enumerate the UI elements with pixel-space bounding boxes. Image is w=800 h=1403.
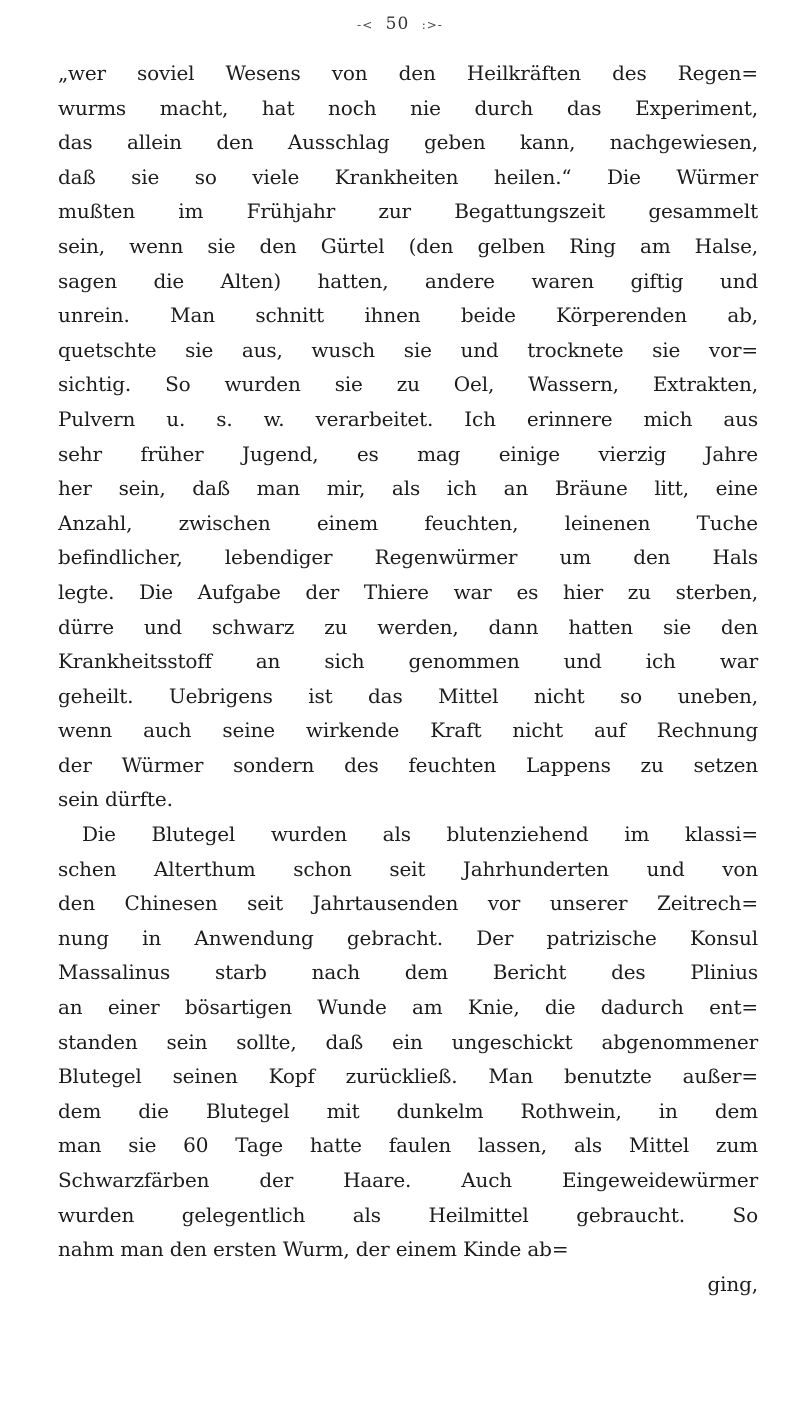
text-line: sichtig. So wurden sie zu Oel, Wassern, Extrakten,	[58, 372, 758, 397]
text-line: standen sein sollte, daß ein ungeschickt abgenommener	[58, 1029, 758, 1054]
text-line: Die Blutegel wurden als blutenziehend im klassi=	[82, 822, 758, 847]
paragraph	[58, 817, 758, 1267]
text-line: an einer bösartigen Wunde am Knie, die dadurch ent=	[58, 995, 758, 1020]
text-line: dem die Blutegel mit dunkelm Rothwein, in dem	[58, 1098, 758, 1123]
page-number: 50	[385, 14, 410, 34]
text-line: das allein den Ausschlag geben kann, nachgewiesen,	[58, 130, 758, 155]
right-ornament: :>-	[421, 17, 443, 32]
text-line: der Würmer sondern des feuchten Lappens zu setzen	[58, 752, 758, 777]
text-line: nung in Anwendung gebracht. Der patrizische Konsul	[58, 925, 758, 950]
text-line: her sein, daß man mir, als ich an Bräune litt, eine	[58, 476, 758, 501]
paragraph	[58, 56, 758, 817]
text-line: man sie 60 Tage hatte faulen lassen, als Mittel zum	[58, 1133, 758, 1158]
text-line: Blutegel seinen Kopf zurückließ. Man benutzte außer=	[58, 1064, 758, 1089]
text-line: quetschte sie aus, wusch sie und trocknete sie vor=	[58, 337, 758, 362]
page-header	[0, 14, 800, 34]
text-line: „wer soviel Wesens von den Heilkräften des Regen=	[58, 61, 758, 85]
text-line: nahm man den ersten Wurm, der einem Kinde ab=	[58, 1237, 569, 1262]
text-line: legte. Die Aufgabe der Thiere war es hier zu sterben,	[58, 579, 758, 604]
text-line: sehr früher Jugend, es mag einige vierzig Jahre	[58, 441, 758, 466]
text-line: dürre und schwarz zu werden, dann hatten sie den	[58, 614, 758, 639]
text-line: Krankheitsstoff an sich genommen und ich war	[58, 649, 758, 674]
text-line: befindlicher, lebendiger Regenwürmer um den Hals	[58, 545, 758, 570]
text-line: sagen die Alten) hatten, andere waren giftig und	[58, 268, 758, 293]
text-line: sein, wenn sie den Gürtel (den gelben Ring am Halse,	[58, 233, 758, 258]
text-line: Pulvern u. s. w. verarbeitet. Ich erinnere mich aus	[58, 406, 758, 431]
text-line: wenn auch seine wirkende Kraft nicht auf Rechnung	[58, 718, 758, 743]
text-line: sein dürfte.	[58, 787, 173, 812]
text-line: Massalinus starb nach dem Bericht des Plinius	[58, 960, 758, 985]
text-line: geheilt. Uebrigens ist das Mittel nicht so uneben,	[58, 683, 758, 708]
text-line: wurms macht, hat noch nie durch das Experiment,	[58, 95, 758, 120]
text-line: den Chinesen seit Jahrtausenden vor unserer Zeitrech=	[58, 891, 758, 916]
catchword: ging,	[707, 1271, 758, 1296]
text-line: Schwarzfärben der Haare. Auch Eingeweidewürmer	[58, 1168, 758, 1192]
text-line: Anzahl, zwischen einem feuchten, leinenen Tuche	[58, 510, 758, 535]
text-line: mußten im Frühjahr zur Begattungszeit gesammelt	[58, 199, 758, 224]
text-line: schen Alterthum schon seit Jahrhunderten und von	[58, 856, 758, 881]
text-line: unrein. Man schnitt ihnen beide Körperenden ab,	[58, 303, 758, 328]
text-line: daß sie so viele Krankheiten heilen.“ Die Würmer	[58, 164, 758, 189]
text-line: wurden gelegentlich als Heilmittel gebraucht. So	[58, 1202, 758, 1227]
left-ornament: -<	[357, 17, 374, 32]
body-text	[58, 56, 758, 1301]
